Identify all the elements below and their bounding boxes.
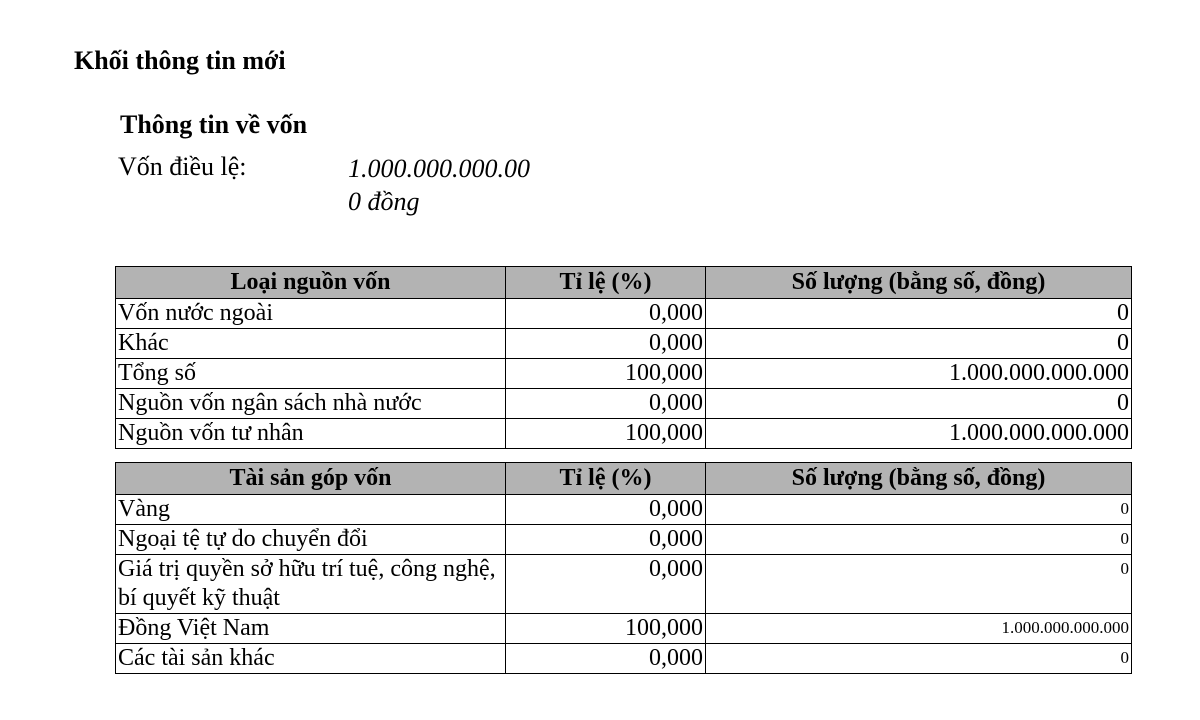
asset-type-cell: Vàng <box>116 495 506 525</box>
amount-cell: 0 <box>706 555 1132 614</box>
ratio-cell: 100,000 <box>506 419 706 449</box>
asset-type-cell: Đồng Việt Nam <box>116 614 506 644</box>
asset-type-cell: Các tài sản khác <box>116 644 506 674</box>
column-header-amount: Số lượng (bằng số, đồng) <box>706 463 1132 495</box>
column-header-ratio: Tỉ lệ (%) <box>506 267 706 299</box>
source-type-cell: Nguồn vốn ngân sách nhà nước <box>116 389 506 419</box>
block-title: Khối thông tin mới <box>74 46 286 75</box>
charter-capital-label: Vốn điều lệ: <box>118 152 247 181</box>
source-type-cell: Khác <box>116 329 506 359</box>
table-row <box>116 644 1132 674</box>
source-type-cell: Nguồn vốn tư nhân <box>116 419 506 449</box>
ratio-cell: 0,000 <box>506 299 706 329</box>
table-row <box>116 555 1132 614</box>
table-row <box>116 614 1132 644</box>
ratio-cell: 0,000 <box>506 495 706 525</box>
asset-type-cell: Giá trị quyền sở hữu trí tuệ, công nghệ, bí quyết kỹ thuật <box>116 555 506 614</box>
amount-cell: 0 <box>706 495 1132 525</box>
capital-section-heading: Thông tin về vốn <box>120 110 308 139</box>
amount-cell: 1.000.000.000.000 <box>706 419 1132 449</box>
column-header-source-type: Loại nguồn vốn <box>116 267 506 299</box>
ratio-cell: 0,000 <box>506 644 706 674</box>
source-type-cell: Vốn nước ngoài <box>116 299 506 329</box>
ratio-cell: 0,000 <box>506 329 706 359</box>
amount-cell: 0 <box>706 299 1132 329</box>
table-row <box>116 329 1132 359</box>
table-row <box>116 419 1132 449</box>
charter-capital-value-line1: 1.000.000.000.00 <box>348 154 530 183</box>
table-row <box>116 299 1132 329</box>
contributed-assets-table <box>115 462 1132 674</box>
column-header-asset-type: Tài sản góp vốn <box>116 463 506 495</box>
capital-sources-table <box>115 266 1132 449</box>
amount-cell: 0 <box>706 525 1132 555</box>
charter-capital-value-line2: 0 đồng <box>348 187 420 216</box>
ratio-cell: 0,000 <box>506 525 706 555</box>
table-row <box>116 495 1132 525</box>
amount-cell: 0 <box>706 389 1132 419</box>
ratio-cell: 100,000 <box>506 359 706 389</box>
table-row <box>116 525 1132 555</box>
column-header-amount: Số lượng (bằng số, đồng) <box>706 267 1132 299</box>
ratio-cell: 0,000 <box>506 555 706 614</box>
amount-cell: 1.000.000.000.000 <box>706 359 1132 389</box>
column-header-ratio: Tỉ lệ (%) <box>506 463 706 495</box>
table-header-row <box>116 267 1132 299</box>
table-row <box>116 359 1132 389</box>
charter-capital-value <box>348 152 530 218</box>
amount-cell: 1.000.000.000.000 <box>706 614 1132 644</box>
asset-type-cell: Ngoại tệ tự do chuyển đổi <box>116 525 506 555</box>
source-type-cell: Tổng số <box>116 359 506 389</box>
table-header-row <box>116 463 1132 495</box>
amount-cell: 0 <box>706 644 1132 674</box>
ratio-cell: 100,000 <box>506 614 706 644</box>
table-row <box>116 389 1132 419</box>
amount-cell: 0 <box>706 329 1132 359</box>
ratio-cell: 0,000 <box>506 389 706 419</box>
